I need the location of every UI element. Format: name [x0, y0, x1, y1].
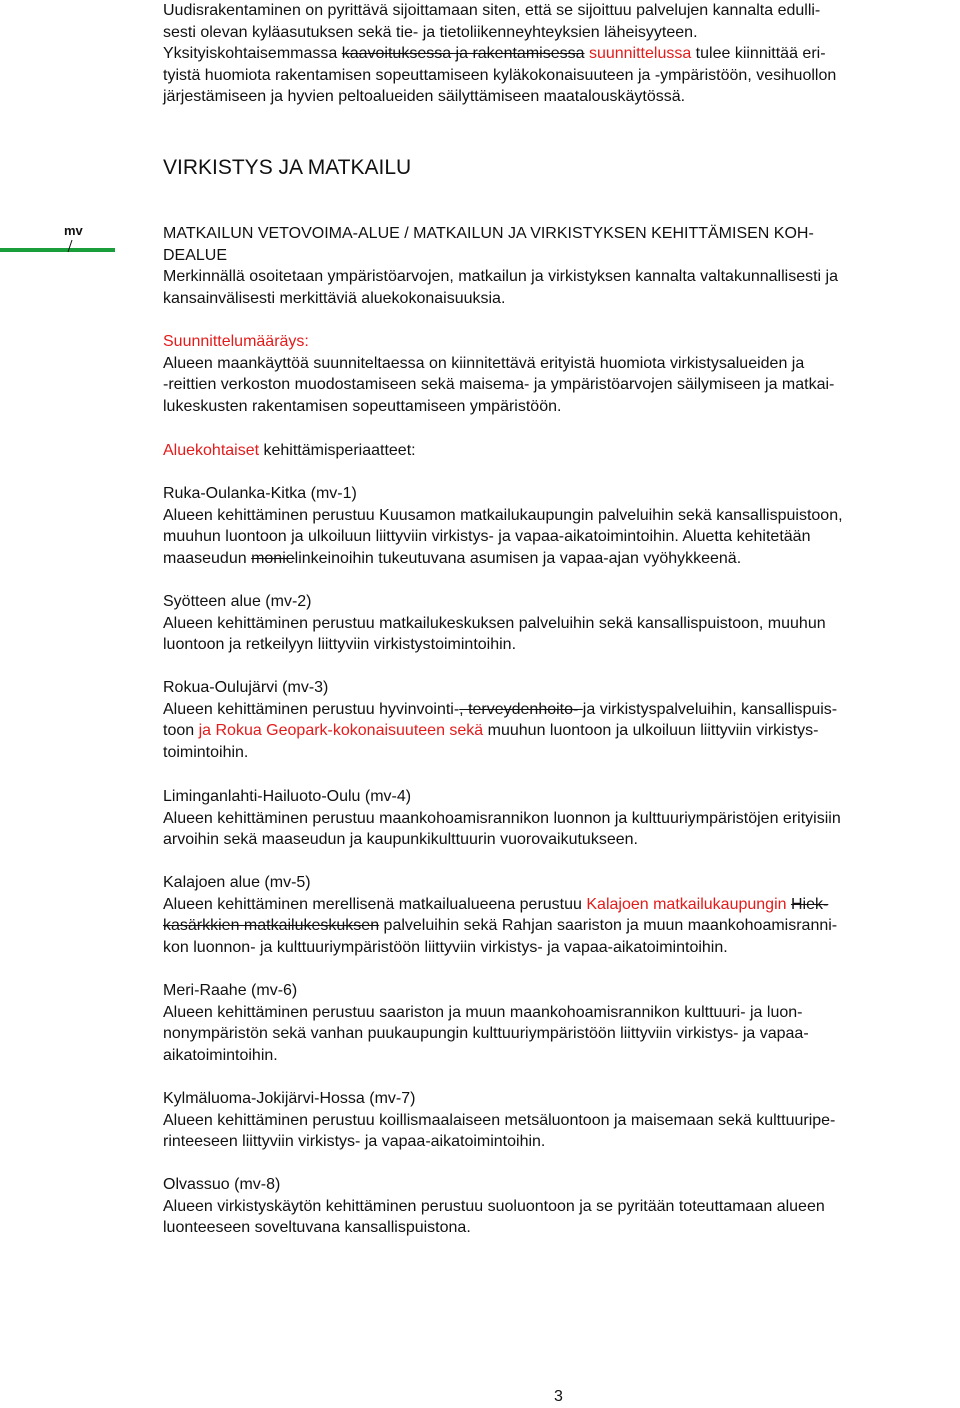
principles-rest: kehittämisperiaatteet:	[259, 442, 416, 459]
intro-line: tyistä huomiota rakentamisen sopeuttamiseen kyläkokonaisuuteen ja -ympäristöön, vesihuollon	[163, 66, 837, 84]
area-name: Kylmäluoma-Jokijärvi-Hossa (mv-7)	[163, 1090, 416, 1107]
area-line: Alueen kehittäminen perustuu koillismaalaiseen metsäluontoon ja maisemaan sekä kulttuuripe-	[163, 1111, 836, 1129]
mv-symbol-icon	[0, 224, 115, 264]
deleted-text: , terveydenhoito-	[459, 700, 583, 718]
area-line: Alueen kehittäminen merellisenä matkailualueena perustuu Kalajoen matkailukaupungin Hiek-	[163, 895, 829, 913]
deleted-text: monie	[251, 549, 295, 567]
deleted-text: kasärkkien matkailukeskuksen	[163, 917, 380, 935]
area-name: Ruka-Oulanka-Kitka (mv-1)	[163, 485, 357, 502]
area-name: Kalajoen alue (mv-5)	[163, 874, 311, 891]
area-name: Liminganlahti-Hailuoto-Oulu (mv-4)	[163, 788, 412, 805]
regulation-line: Alueen maankäyttöä suunniteltaessa on kiinnitettävä erityistä huomiota virkistysalueiden ja	[163, 354, 805, 372]
area-name: Rokua-Oulujärvi (mv-3)	[163, 679, 329, 696]
area-mv2	[163, 591, 960, 656]
inserted-text: Kalajoen matkailukaupungin	[586, 895, 791, 913]
area-mv5	[163, 872, 960, 958]
area-line: luonteeseen soveltuvana kansallispuistona.	[163, 1219, 471, 1237]
area-mv3	[163, 677, 960, 763]
area-line: nonympäristön sekä vanhan puukaupungin kulttuuriympäristöön liittyviin virkistys- ja vapaa-	[163, 1025, 809, 1043]
area-title: MATKAILUN VETOVOIMA-ALUE / MATKAILUN JA VIRKISTYKSEN KEHITTÄMISEN KOH-	[163, 225, 814, 242]
area-line: Alueen kehittäminen perustuu Kuusamon matkailukaupungin palveluihin sekä kansallispuistoon,	[163, 506, 843, 524]
area-line: maaseudun monielinkeinoihin tukeutuvana asumisen ja vapaa-ajan vyöhykkeenä.	[163, 549, 742, 567]
area-mv7	[163, 1088, 960, 1153]
area-description	[163, 223, 960, 309]
area-desc-line: Merkinnällä osoitetaan ympäristöarvojen, matkailun ja virkistyksen kannalta valtakunnallisesti ja	[163, 268, 838, 286]
area-line: toon ja Rokua Geopark-kokonaisuuteen sekä muuhun luontoon ja ulkoiluun liittyviin virkistys-	[163, 722, 819, 740]
area-line: toimintoihin.	[163, 743, 249, 761]
deleted-text: kaavoituksessa ja rakentamisessa	[341, 45, 585, 63]
area-name: Olvassuo (mv-8)	[163, 1176, 281, 1193]
intro-line: sesti olevan kyläasutuksen sekä tie- ja tietoliikenneyhteyksien läheisyyteen.	[163, 23, 698, 41]
intro-line: Uudisrakentaminen on pyrittävä sijoittamaan siten, että se sijoittuu palvelujen kannalta edulli-	[163, 2, 821, 19]
map-symbol	[0, 224, 115, 264]
area-name: Meri-Raahe (mv-6)	[163, 982, 298, 999]
page-number: 3	[554, 1388, 563, 1405]
area-title: DEALUE	[163, 246, 228, 264]
area-desc-line: kansainvälisesti merkittäviä aluekokonaisuuksia.	[163, 289, 506, 307]
inserted-text: suunnittelussa	[584, 45, 692, 63]
area-line: kon luonnon- ja kulttuuriympäristöön liittyviin virkistys- ja vapaa-aikatoimintoihin.	[163, 938, 728, 956]
planning-regulation	[163, 331, 960, 417]
area-line: rinteeseen liittyviin virkistys- ja vapaa-aikatoimintoihin.	[163, 1133, 546, 1151]
regulation-line: lukeskusten rakentamisen sopeuttamiseen ympäristöön.	[163, 397, 562, 415]
intro-line: Yksityiskohtaisemmassa kaavoituksessa ja rakentamisessa suunnittelussa tulee kiinnittää eri-	[163, 45, 826, 63]
intro-paragraph	[163, 0, 960, 108]
area-line: luontoon ja retkeilyyn liittyviin virkistystoimintoihin.	[163, 636, 517, 654]
symbol-code: mv	[64, 224, 83, 238]
area-mv6	[163, 980, 960, 1066]
area-line: Alueen kehittäminen perustuu saariston ja muun maankohoamisrannikon kulttuuri- ja luon-	[163, 1003, 803, 1021]
area-line: Alueen virkistyskäytön kehittäminen perustuu suoluontoon ja se pyritään toteuttamaan alueen	[163, 1197, 825, 1215]
area-line: Alueen kehittäminen perustuu maankohoamisrannikon luonnon ja kulttuuriympäristöjen erityisiin	[163, 809, 841, 827]
principles-red: Aluekohtaiset	[163, 442, 260, 459]
regulation-label: Suunnittelumääräys:	[163, 333, 309, 350]
intro-line: järjestämiseen ja hyvien peltoalueiden säilyttämiseen maatalouskäytössä.	[163, 88, 686, 106]
area-mv4	[163, 786, 960, 851]
area-line: aikatoimintoihin.	[163, 1046, 278, 1064]
area-mv8	[163, 1174, 960, 1239]
area-name: Syötteen alue (mv-2)	[163, 593, 312, 610]
area-line: arvoihin sekä maaseudun ja kaupunkikulttuurin vuorovaikutukseen.	[163, 831, 638, 849]
principles-heading	[163, 440, 960, 462]
inserted-text: ja Rokua Geopark-kokonaisuuteen sekä	[194, 722, 484, 740]
section-title: VIRKISTYS JA MATKAILU	[163, 156, 412, 179]
area-mv1	[163, 483, 960, 569]
area-line: Alueen kehittäminen perustuu hyvinvointi-, terveydenhoito- ja virkistyspalveluihin, kansallispuis-	[163, 700, 838, 718]
deleted-text: Hiek-	[790, 895, 829, 913]
area-line: kasärkkien matkailukeskuksen palveluihin sekä Rahjan saariston ja muun maankohoamisranni-	[163, 917, 838, 935]
area-line: Alueen kehittäminen perustuu matkailukeskuksen palveluihin sekä kansallispuistoon, muuhun	[163, 614, 826, 632]
area-line: muuhun luontoon ja ulkoiluun liittyviin virkistys- ja vapaa-aikatoimintoihin. Aluetta kehitetään	[163, 528, 811, 546]
regulation-line: -reittien verkoston muodostamiseen sekä maisema- ja ympäristöarvojen säilymiseen ja matkai-	[163, 376, 835, 394]
